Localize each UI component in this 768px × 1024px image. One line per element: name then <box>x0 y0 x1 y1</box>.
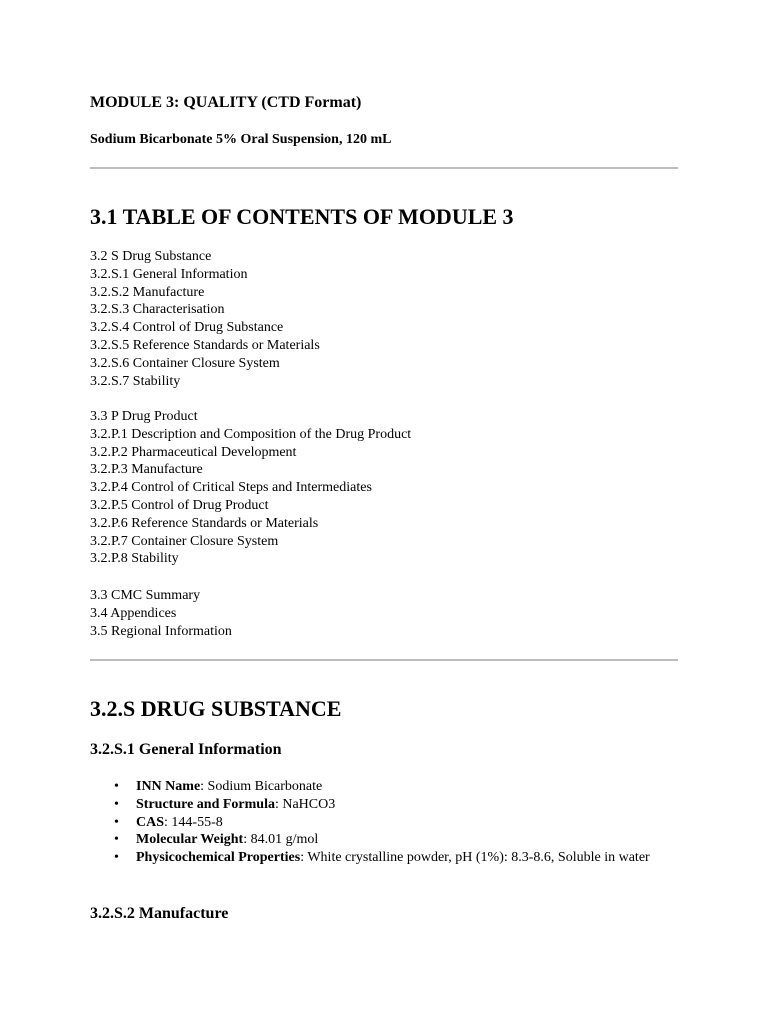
general-information-heading: 3.2.S.1 General Information <box>90 741 282 758</box>
bullet-icon: • <box>114 832 119 848</box>
horizontal-rule <box>90 659 678 661</box>
property-label: Physicochemical Properties <box>136 850 301 866</box>
toc-item: 3.2.P.8 Stability <box>90 551 179 567</box>
property-value: : White crystalline powder, pH (1%): 8.3-8.6, Soluble in water <box>300 850 650 866</box>
toc-item: 3.2.S.2 Manufacture <box>90 284 205 300</box>
product-subtitle: Sodium Bicarbonate 5% Oral Suspension, 120 mL <box>90 132 392 147</box>
list-item <box>90 849 678 867</box>
toc-substance-list <box>90 248 320 390</box>
bullet-icon: • <box>114 779 119 794</box>
toc-item: 3.2.S.4 Control of Drug Substance <box>90 320 284 336</box>
toc-item: 3.4 Appendices <box>90 605 177 621</box>
toc-item: 3.2.P.6 Reference Standards or Materials <box>90 515 319 531</box>
list-item <box>90 814 678 832</box>
list-item <box>90 831 678 849</box>
list-item <box>90 796 678 814</box>
bullet-icon: • <box>114 850 119 866</box>
property-label: INN Name <box>136 779 201 794</box>
toc-item: 3.2.S.7 Stability <box>90 373 181 389</box>
toc-item: 3.2.S.5 Reference Standards or Materials <box>90 337 320 353</box>
toc-item: 3.2.P.5 Control of Drug Product <box>90 497 269 513</box>
toc-item: 3.2.S.1 General Information <box>90 266 248 282</box>
toc-item: 3.2.P.3 Manufacture <box>90 462 203 478</box>
toc-heading: 3.1 TABLE OF CONTENTS OF MODULE 3 <box>90 204 514 229</box>
drug-substance-heading: 3.2.S DRUG SUBSTANCE <box>90 696 342 721</box>
property-value: : NaHCO3 <box>274 796 336 812</box>
toc-item: 3.3 P Drug Product <box>90 409 198 424</box>
property-value: : Sodium Bicarbonate <box>200 779 323 794</box>
toc-item: 3.5 Regional Information <box>90 623 232 639</box>
toc-item: 3.3 CMC Summary <box>90 588 201 603</box>
property-value: : 84.01 g/mol <box>243 832 319 848</box>
toc-item: 3.2.P.1 Description and Composition of the Drug Product <box>90 426 412 442</box>
manufacture-heading: 3.2.S.2 Manufacture <box>90 905 229 922</box>
toc-other-list <box>90 587 232 640</box>
property-label: Structure and Formula <box>136 796 275 812</box>
bullet-icon: • <box>114 814 119 830</box>
toc-item: 3.2.P.4 Control of Critical Steps and Intermediates <box>90 480 372 496</box>
horizontal-rule <box>90 167 678 169</box>
general-information-list <box>90 778 678 867</box>
bullet-icon: • <box>114 796 119 812</box>
property-label: Molecular Weight <box>136 832 244 848</box>
toc-product-list <box>90 408 411 568</box>
list-item <box>90 778 678 796</box>
toc-item: 3.2.S.6 Container Closure System <box>90 355 280 371</box>
toc-item: 3.2.P.2 Pharmaceutical Development <box>90 444 297 460</box>
toc-item: 3.2.S.3 Characterisation <box>90 302 225 318</box>
toc-item: 3.2.P.7 Container Closure System <box>90 533 279 549</box>
toc-item: 3.2 S Drug Substance <box>90 249 212 264</box>
property-label: CAS <box>136 814 165 830</box>
module-title: MODULE 3: QUALITY (CTD Format) <box>90 94 362 111</box>
property-value: : 144-55-8 <box>164 814 223 830</box>
